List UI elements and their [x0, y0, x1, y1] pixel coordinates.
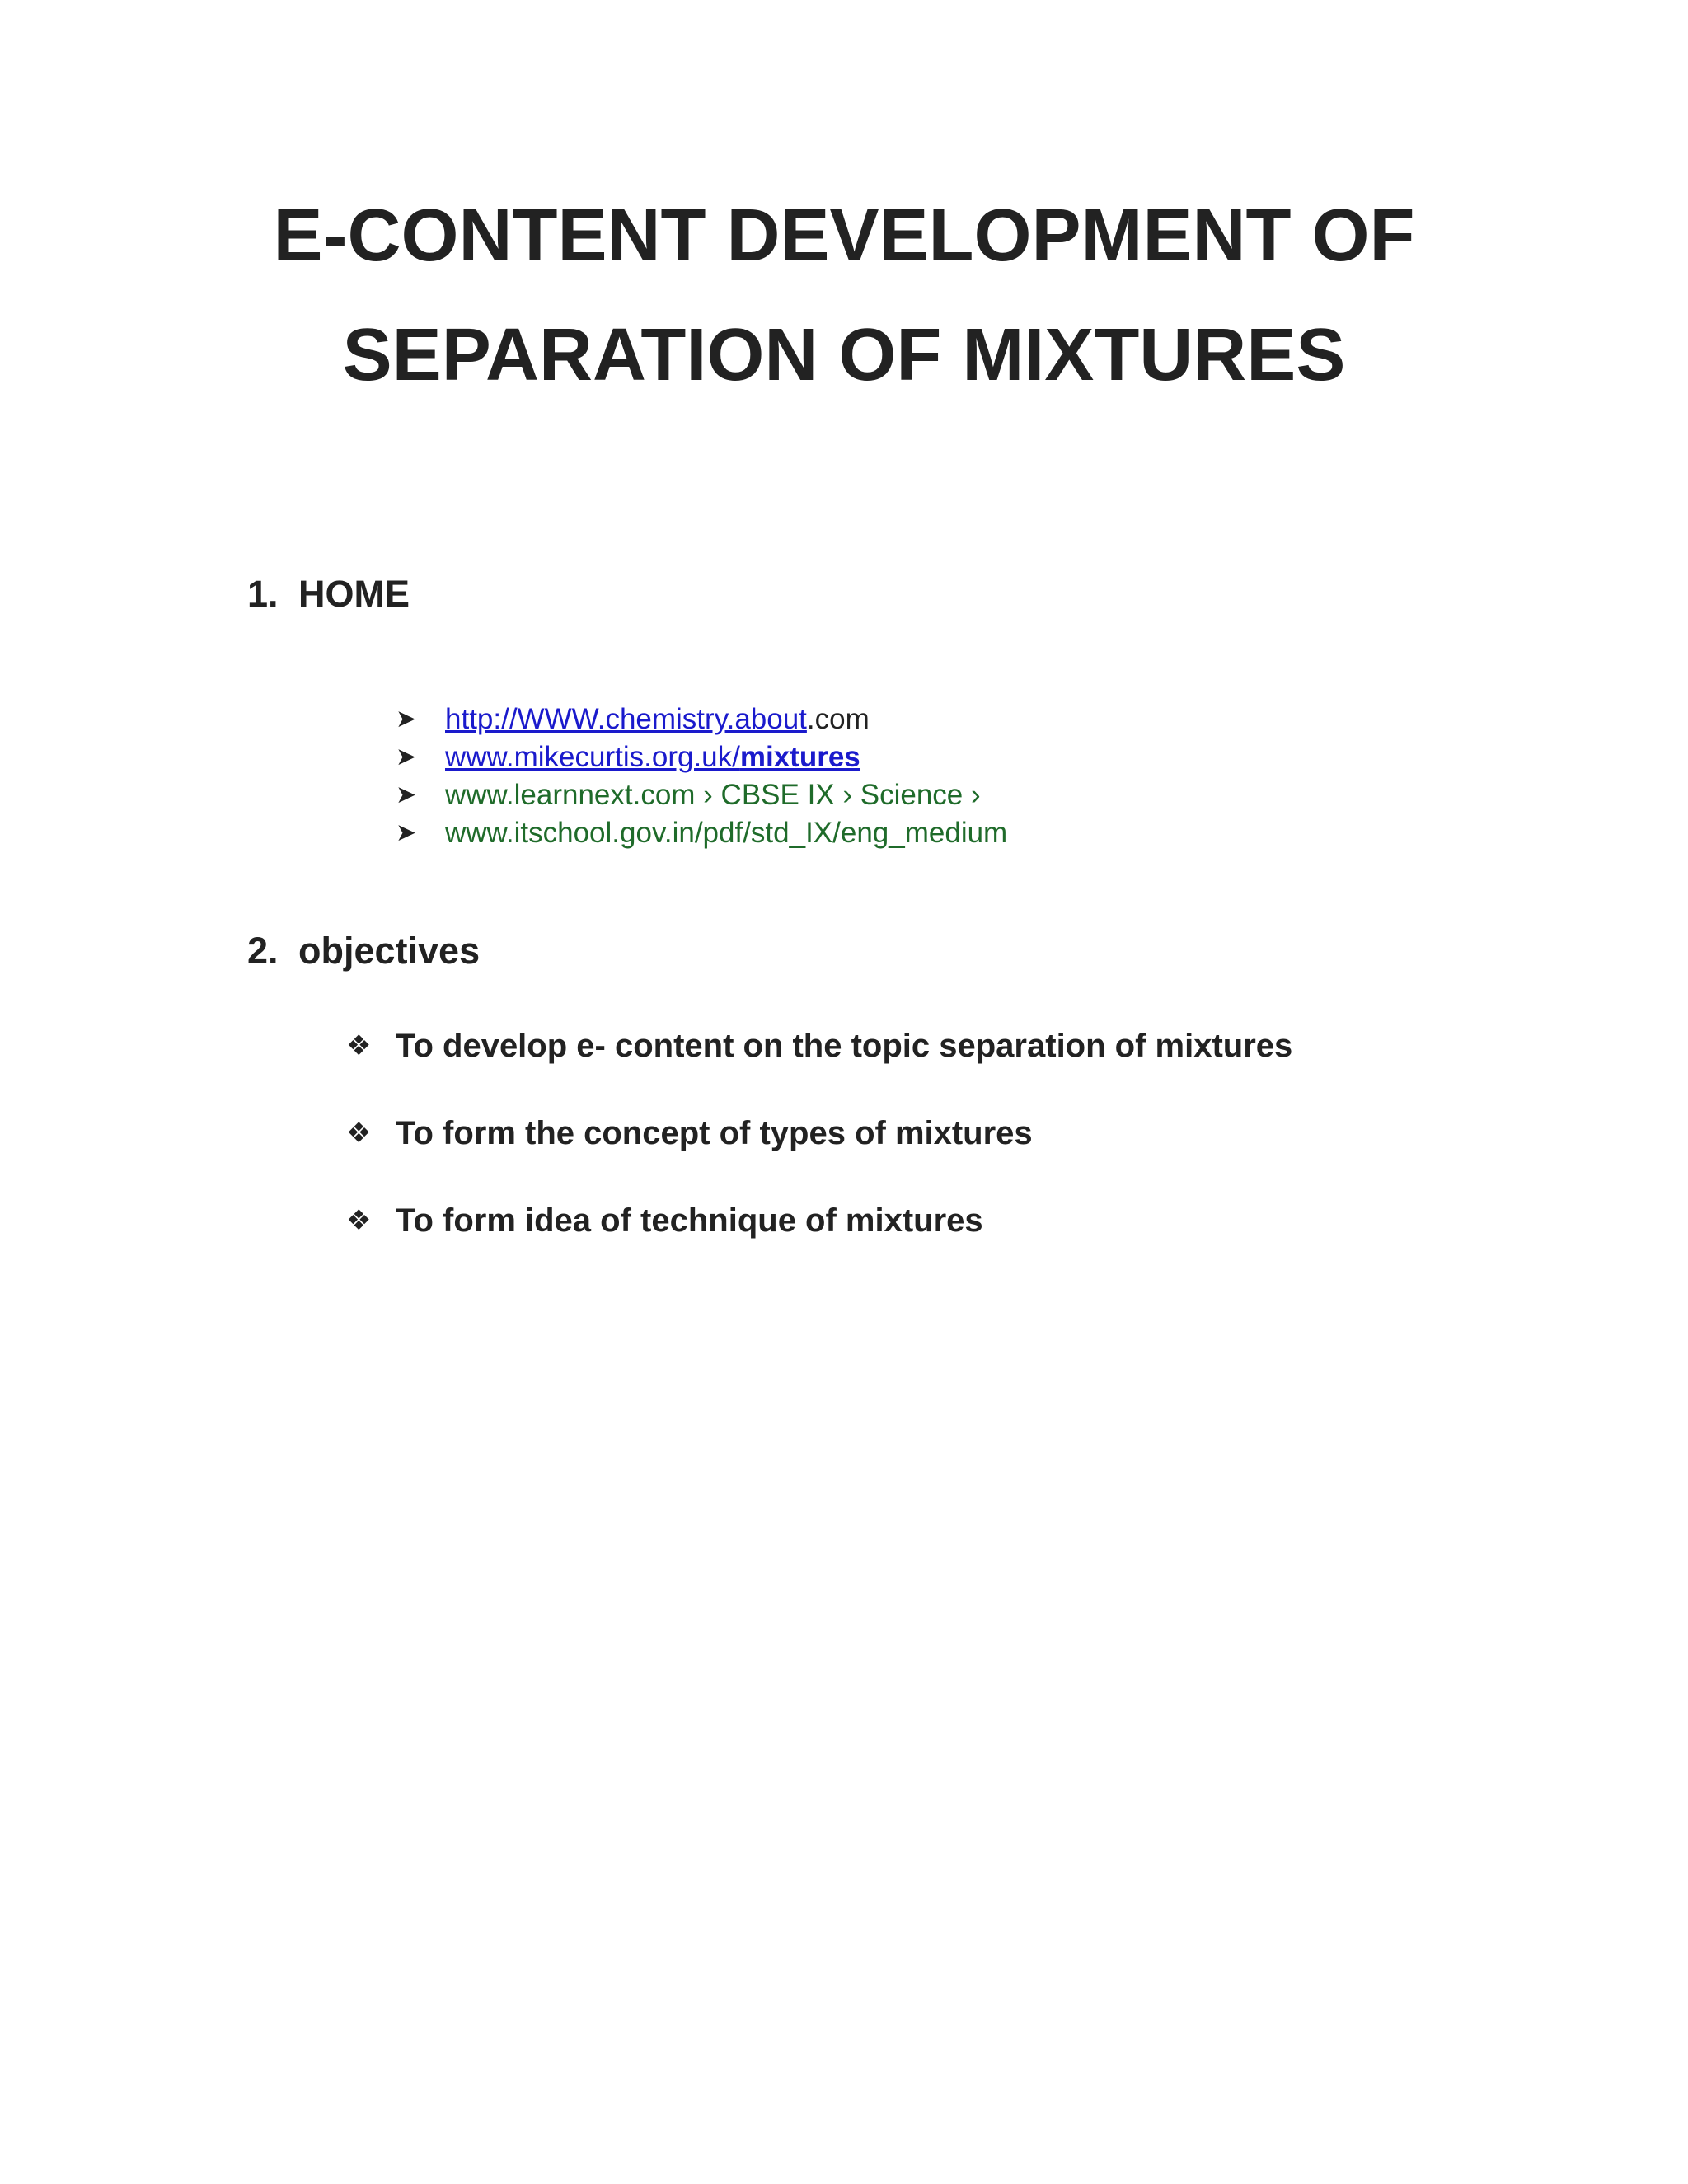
list-item [396, 738, 1007, 776]
list-item [346, 1026, 1292, 1113]
list-item [396, 814, 1007, 852]
arrow-bullet-icon: ➤ [396, 819, 417, 846]
link-mikecurtis[interactable] [445, 738, 860, 776]
link-learnnext[interactable]: www.learnnext.com › CBSE IX › Science › [445, 779, 981, 811]
section-label: objectives [298, 930, 481, 972]
four-diamond-bullet-icon: ❖ [346, 1205, 372, 1236]
section-label: HOME [298, 573, 410, 615]
link-base-text: www.mikecurtis.org.uk/ [445, 741, 740, 773]
document-title-line-1: E-CONTENT DEVELOPMENT OF [273, 194, 1415, 277]
objective-text: To form idea of technique of mixtures [396, 1202, 983, 1239]
list-item [346, 1201, 1292, 1288]
section-number: 2. [247, 930, 279, 972]
reference-link-list [396, 701, 1007, 852]
objectives-list [346, 1026, 1292, 1288]
link-suffix: .com [806, 703, 870, 735]
objective-text: To develop e- content on the topic separation of mixtures [396, 1028, 1293, 1064]
section-number: 1. [247, 573, 279, 615]
link-itschool[interactable]: www.itschool.gov.in/pdf/std_IX/eng_medium [445, 817, 1008, 849]
objective-text: To form the concept of types of mixtures [396, 1115, 1033, 1151]
section-heading-home [247, 573, 410, 616]
list-item [396, 701, 1007, 738]
link-chemistry-about[interactable]: http://WWW.chemistry.about [445, 703, 807, 735]
document-title-line-2: SEPARATION OF MIXTURES [342, 314, 1346, 396]
four-diamond-bullet-icon: ❖ [346, 1118, 372, 1149]
link-bold-text: mixtures [739, 741, 860, 773]
four-diamond-bullet-icon: ❖ [346, 1030, 372, 1062]
arrow-bullet-icon: ➤ [396, 743, 417, 771]
arrow-bullet-icon: ➤ [396, 781, 417, 808]
arrow-bullet-icon: ➤ [396, 705, 417, 733]
list-item [346, 1113, 1292, 1201]
section-heading-objectives [247, 930, 480, 972]
list-item [396, 776, 1007, 814]
